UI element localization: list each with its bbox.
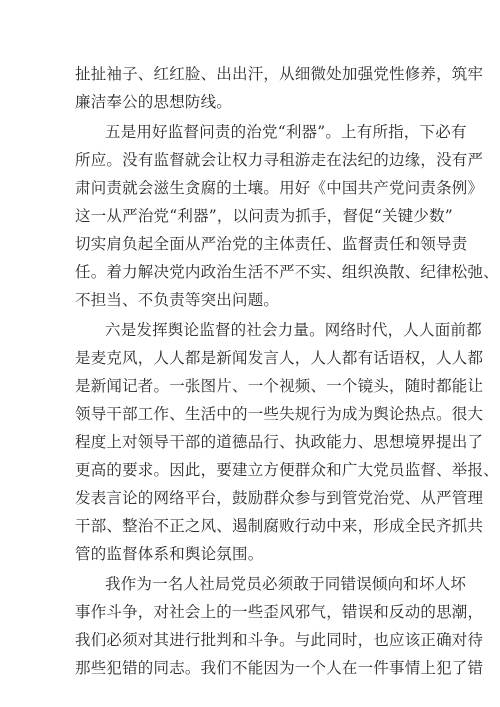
paragraph-start-line: 我作为一名人社局党员必须敢于同错误倾向和坏人坏 (105, 575, 467, 593)
text-line: 不担当、不负责等突出问题。 (75, 291, 280, 309)
text-line: 干部、整治不正之风、遏制腐败行动中来，形成全民齐抓共 (75, 517, 484, 535)
text-line: 任。着力解决党内政治生活不严不实、组织涣散、纪律松弛、 (75, 263, 499, 281)
text-line: 程度上对领导干部的道德品行、执政能力、思想境界提出了 (75, 433, 484, 451)
text-line: 是新闻记者。一张图片、一个视频、一个镜头，随时都能让 (75, 377, 484, 395)
text-line: 发表言论的网络平台，鼓励群众参与到管党治党、从严管理 (75, 489, 484, 507)
text-line: 事作斗争，对社会上的一些歪风邪气，错误和反动的思潮， (75, 603, 484, 621)
text-line: 所应。没有监督就会让权力寻租游走在法纪的边缘，没有严 (75, 151, 484, 169)
text-line: 廉洁奉公的思想防线。 (75, 93, 233, 111)
text-line: 管的监督体系和舆论氛围。 (75, 545, 264, 563)
text-line: 切实肩负起全面从严治党的主体责任、监督责任和领导责 (75, 235, 468, 253)
text-line: 领导干部工作、生活中的一些失规行为成为舆论热点。很大 (75, 405, 484, 423)
text-line: 是麦克风，人人都是新闻发言人，人人都有话语权，人人都 (75, 349, 484, 367)
text-line: 肃问责就会滋生贪腐的土壤。用好《中国共产党问责条例》 (75, 179, 484, 197)
text-line: 那些犯错的同志。我们不能因为一个人在一件事情上犯了错 (75, 659, 484, 677)
paragraph-start-line: 五是用好监督问责的治党“利器”。上有所指，下必有 (105, 123, 467, 141)
text-line: 扯扯袖子、红红脸、出出汗，从细微处加强党性修养，筑牢 (75, 65, 484, 83)
text-line: 更高的要求。因此，要建立方便群众和广大党员监督、举报、 (75, 461, 499, 479)
text-line: 这一从严治党“利器”，以问责为抓手，督促“关键少数” (75, 207, 453, 225)
text-line: 我们必须对其进行批判和斗争。与此同时，也应该正确对待 (75, 631, 484, 649)
paragraph-start-line: 六是发挥舆论监督的社会力量。网络时代，人人面前都 (105, 321, 482, 339)
